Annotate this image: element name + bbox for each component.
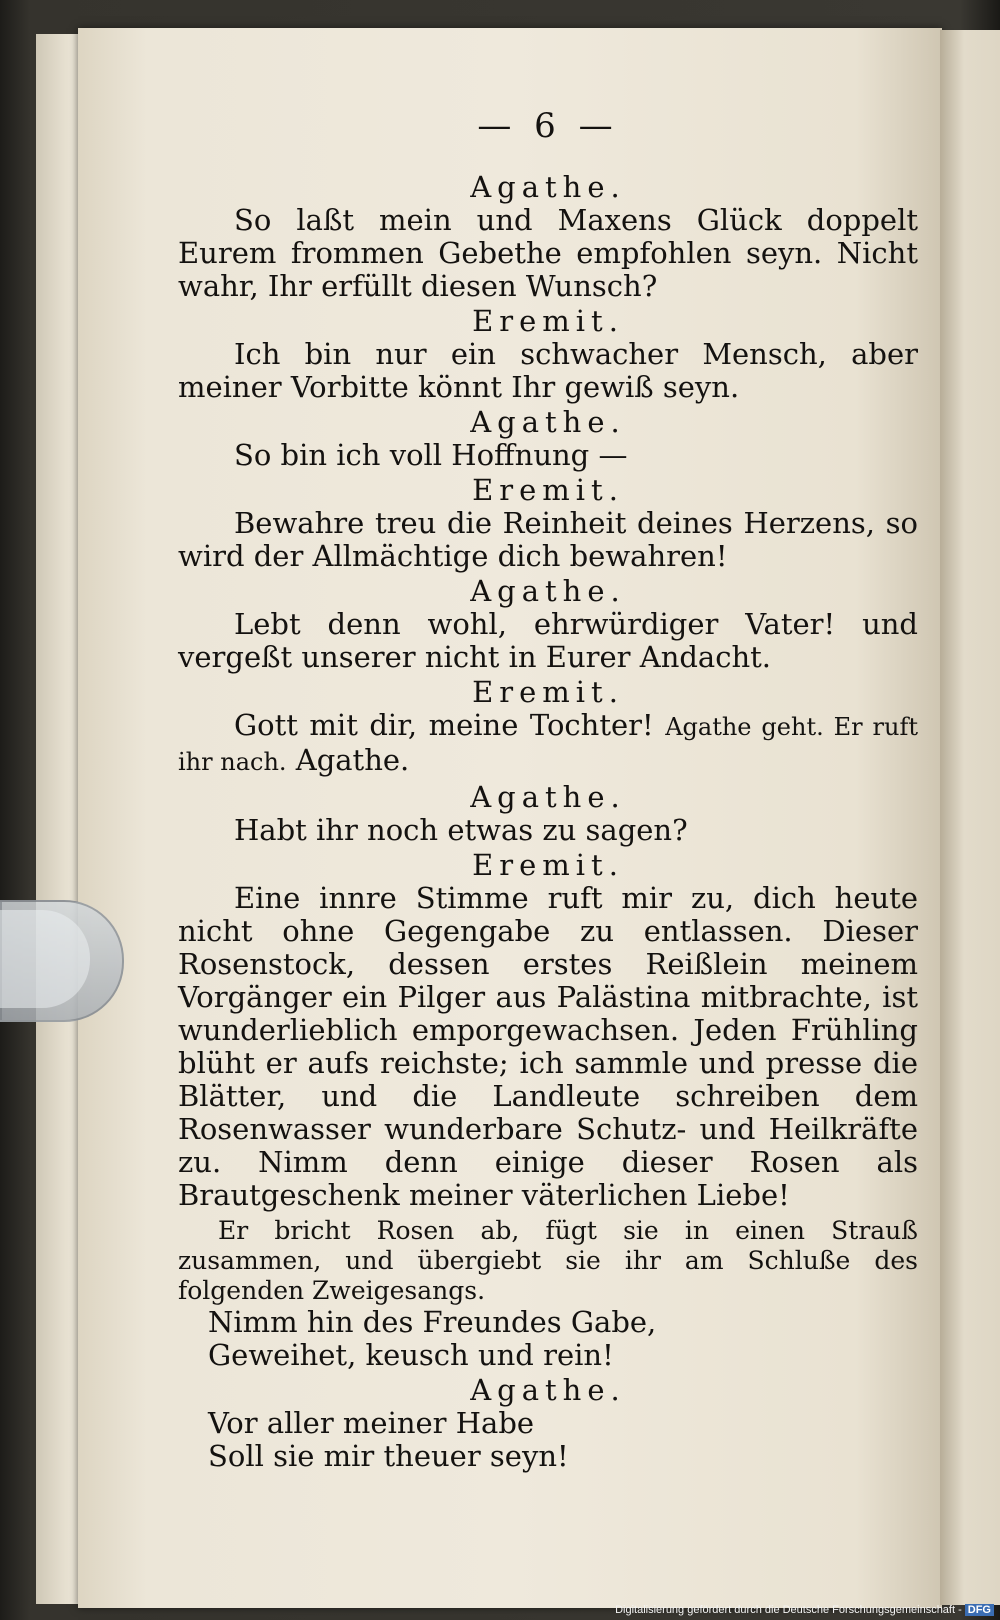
text-blocks	[178, 171, 918, 1473]
stage-direction: Agathe geht. Er ruft ihr nach.	[178, 713, 918, 776]
verse-block	[178, 1407, 918, 1473]
dialogue-paragraph: Eine innre Stimme ruft mir zu, dich heute nicht ohne Gegengabe zu entlassen. Dieser Rosenstock, dessen erstes Reißlein meinem Vorgänger ein Pilger aus Palästina mitbrachte, ist wunderlieblich emporgewachsen. Jeden Frühling blüht er aufs reichste; ich sammle und presse die Blätter, und die Landleute schreiben dem Rosenwasser wunderbare Schutz- und Heilkräfte zu. Nimm denn einige dieser Rosen als Brautgeschenk meiner väterlichen Liebe!	[178, 881, 918, 1212]
speaker-name: Eremit.	[472, 304, 624, 338]
dialogue-paragraph: Habt ihr noch etwas zu sagen?	[234, 813, 688, 847]
verse-line: Vor aller meiner Habe	[208, 1406, 535, 1440]
verse-line: Soll sie mir theuer seyn!	[208, 1439, 569, 1473]
dialogue-paragraph: So bin ich voll Hoffnung —	[234, 438, 628, 472]
dialogue-paragraph: Ich bin nur ein schwacher Mensch, aber meiner Vorbitte könnt Ihr gewiß seyn.	[178, 337, 918, 404]
stage-direction: Er bricht Rosen ab, fügt sie in einen Strauß zusammen, und übergiebt sie ihr am Schluße des folgenden Zweigesangs.	[178, 1216, 918, 1305]
dialogue-paragraph	[178, 709, 918, 779]
dialogue-paragraph: Bewahre treu die Reinheit deines Herzens, so wird der Allmächtige dich bewahren!	[178, 506, 918, 573]
footer-credit	[615, 1604, 994, 1616]
speaker-name: Agathe.	[470, 1373, 626, 1407]
speaker-name: Eremit.	[472, 848, 624, 882]
page-text	[178, 106, 918, 1473]
speaker-name: Eremit.	[472, 473, 624, 507]
verse-line: Geweihet, keusch und rein!	[208, 1338, 614, 1372]
facing-page-edge	[940, 30, 1000, 1605]
footer-text: Digitalisierung gefördert durch die Deutsche Forschungsgemeinschaft -	[615, 1604, 962, 1616]
dialogue-text: Gott mit dir, meine Tochter!	[234, 708, 654, 742]
speaker-name: Agathe.	[470, 405, 626, 439]
verse-line: Nimm hin des Freundes Gabe,	[208, 1305, 657, 1339]
dialogue-paragraph: So laßt mein und Maxens Glück doppelt Eurem frommen Gebethe empfohlen seyn. Nicht wahr, Ihr erfüllt diesen Wunsch?	[178, 203, 918, 303]
verse-block	[178, 1306, 918, 1372]
dialogue-paragraph: Lebt denn wohl, ehrwürdiger Vater! und vergeßt unserer nicht in Eurer Andacht.	[178, 607, 918, 674]
speaker-name: Agathe.	[470, 780, 626, 814]
dialogue-text-tail: Agathe.	[295, 743, 410, 777]
page-clip-highlight	[0, 910, 90, 1008]
speaker-name: Agathe.	[470, 170, 626, 204]
speaker-name: Agathe.	[470, 574, 626, 608]
speaker-name: Eremit.	[472, 675, 624, 709]
page-number: — 6 —	[477, 106, 619, 146]
dfg-logo: DFG	[965, 1604, 994, 1616]
